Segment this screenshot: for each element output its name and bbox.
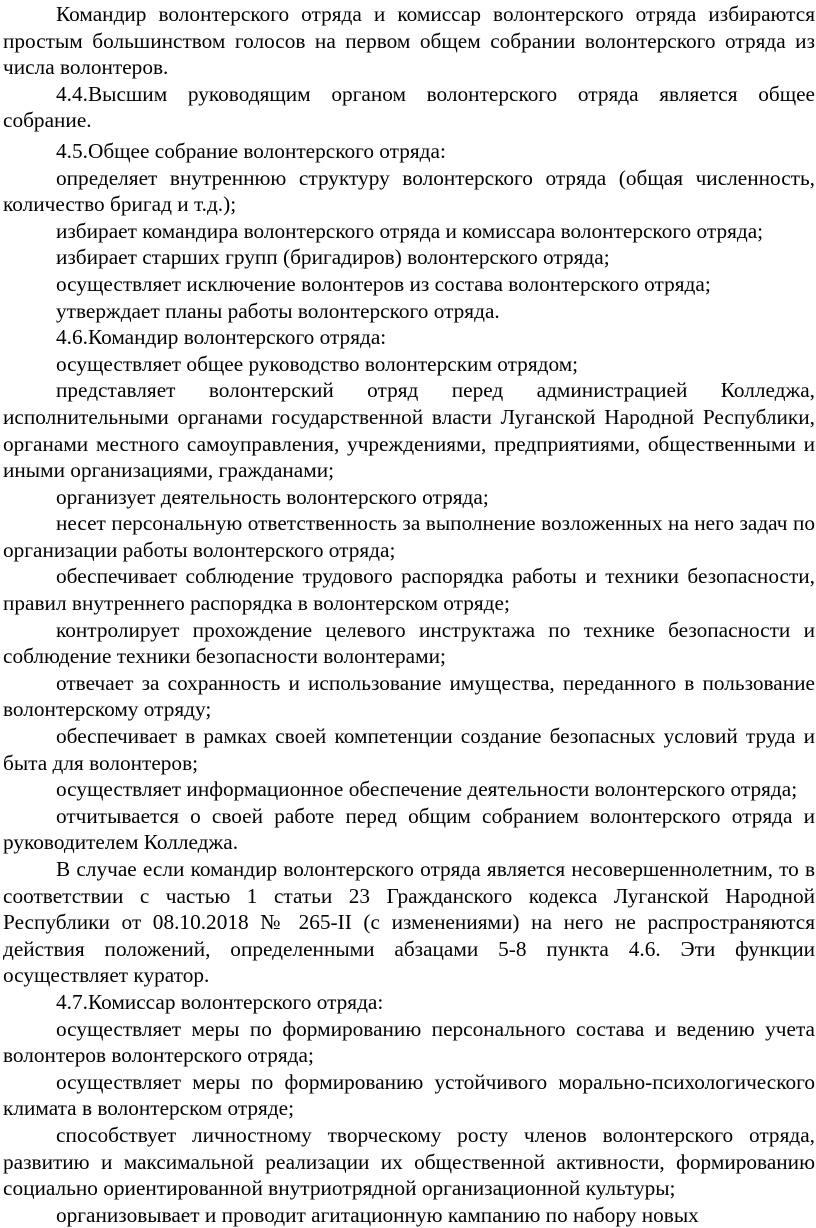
list-item: организовывает и проводит агитационную кампанию по набору новых xyxy=(56,1202,699,1227)
list-item: избирает старших групп (бригадиров) волонтерского отряда; xyxy=(56,245,610,270)
list-item: определяет внутреннюю структуру волонтерского отряда (общая численность, количество бригад и т.д.); xyxy=(3,165,815,217)
paragraph-minor-commander: В случае если командир волонтерского отряда является несовершеннолетним, то в соответствии с частью 1 статьи 23 Гражданского кодекса Луганской Народной Республики от 08.10.2018 № 265-II (с изменениями) на него не распространяются действия положений, определенными абзацами 5-8 пункта 4.6. Эти функции осуществляет куратор. xyxy=(3,857,815,988)
list-item: осуществляет меры по формированию устойчивого морально-психологического климата в волонтерском отряде; xyxy=(3,1069,815,1121)
paragraph-4-4: 4.4.Высшим руководящим органом волонтерского отряда является общее собрание. xyxy=(3,81,815,133)
list-item: осуществляет исключение волонтеров из состава волонтерского отряда; xyxy=(56,271,711,296)
list-item: отчитывается о своей работе перед общим собранием волонтерского отряда и руководителем Колледжа. xyxy=(3,803,815,855)
list-item: утверждает планы работы волонтерского отряда. xyxy=(56,298,500,323)
list-item: обеспечивает в рамках своей компетенции создание безопасных условий труда и быта для волонтеров; xyxy=(3,724,815,775)
paragraph-4-6-heading: 4.6.Командир волонтерского отряда: xyxy=(56,325,387,350)
list-item: организует деятельность волонтерского отряда; xyxy=(56,484,489,509)
list-item: представляет волонтерский отряд перед администрацией Колледжа, исполнительными органами государственной власти Луганской Народной Республики, органами местного самоуправления, учреждениями, предприятиями, общественными и иными организациями, гражданами; xyxy=(3,378,815,483)
list-item: обеспечивает соблюдение трудового распорядка работы и техники безопасности, правил внутреннего распорядка в волонтерском отряде; xyxy=(3,564,815,616)
paragraph-4-7-heading: 4.7.Комиссар волонтерского отряда: xyxy=(56,989,384,1014)
list-item: осуществляет информационное обеспечение деятельности волонтерского отряда; xyxy=(56,777,798,802)
list-item: контролирует прохождение целевого инструктажа по технике безопасности и соблюдение техники безопасности волонтерами; xyxy=(3,617,815,669)
paragraph-4-5-heading: 4.5.Общее собрание волонтерского отряда: xyxy=(56,138,446,163)
list-item: осуществляет меры по формированию персонального состава и ведению учета волонтеров волонтерского отряда; xyxy=(3,1016,815,1068)
list-item: способствует личностному творческому росту членов волонтерского отряда, развитию и максимальной реализации их общественной активности, формированию социально ориентированной внутриотрядной организационной культуры; xyxy=(3,1122,815,1201)
list-item: отвечает за сохранность и использование имущества, переданного в пользование волонтерскому отряду; xyxy=(3,670,815,722)
list-item: избирает командира волонтерского отряда и комиссара волонтерского отряда; xyxy=(56,218,764,243)
list-item: несет персональную ответственность за выполнение возложенных на него задач по организации работы волонтерского отряда; xyxy=(3,511,815,562)
paragraph-election: Командир волонтерского отряда и комиссар волонтерского отряда избираются простым большинством голосов на первом общем собрании волонтерского отряда из числа волонтеров. xyxy=(3,2,815,80)
list-item: осуществляет общее руководство волонтерским отрядом; xyxy=(56,351,579,376)
